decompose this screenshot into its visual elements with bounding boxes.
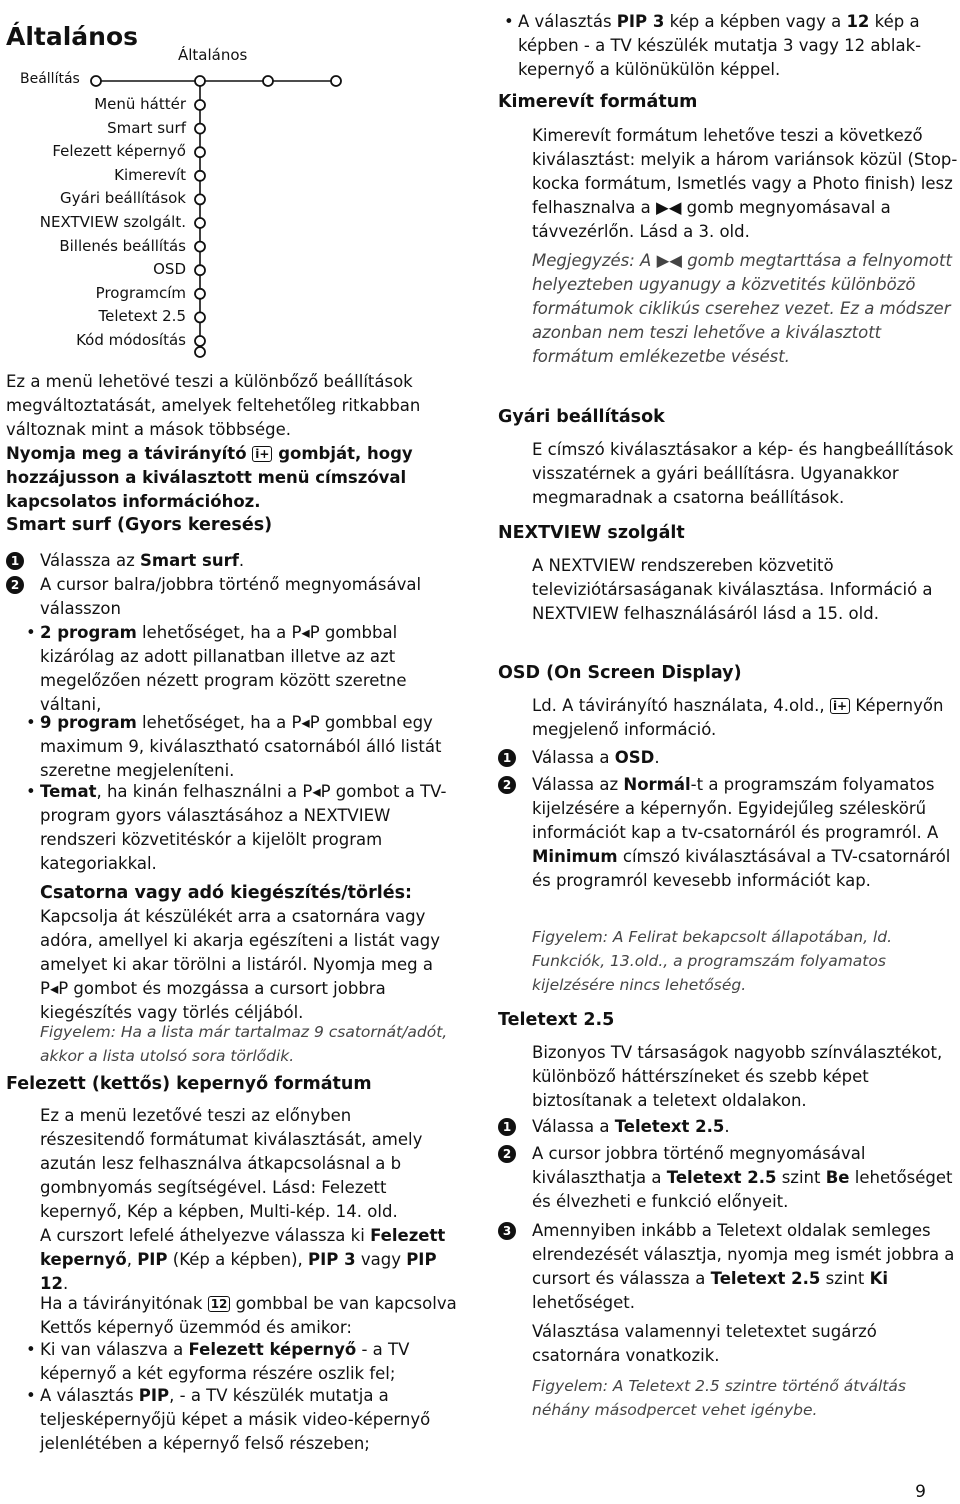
channel-heading: Csatorna vagy adó kiegészítés/törlés: <box>40 883 412 903</box>
info-icon: i+ <box>252 446 272 462</box>
menu-item: Kimerevít <box>114 165 186 184</box>
teletext-note: Figyelem: A Teletext 2.5 szintre történő átváltás néhány másodpercet vehet igénybe. <box>532 1377 906 1419</box>
menu-node-dot <box>195 147 205 157</box>
ss-step-1: 1 Válassza az Smart surf. <box>6 549 470 573</box>
menu-node-dot <box>195 194 205 204</box>
freeze-note: Megjegyzés: A ▶◀ gomb megtarttása a felnyomott helyezteben ugyanugy a közvetités különbözö formátumok ciklikús cserehez vezet. Ez a módszer azonban nem teszi lehetőve a kiválasztott formátum emlékezetbe vésést. <box>532 251 952 366</box>
smart-surf-heading: Smart surf (Gyors keresés) <box>6 515 273 535</box>
menu-node-dot <box>195 312 205 322</box>
teletext-step-1: 1 Válassa a Teletext 2.5. <box>498 1115 958 1139</box>
menu-node-dot <box>195 218 205 228</box>
page-number: 9 <box>915 1482 926 1502</box>
menu-node-dot <box>195 124 205 134</box>
intro-bold-a: Nyomja meg a távirányító <box>6 444 247 463</box>
osd-note: Figyelem: A Felirat bekapcsolt állapotában, ld. Funkciók, 13.old., a programszám folyamatos kijelzésére nincs lehetőség. <box>532 928 893 994</box>
teletext-step-2: 2 A cursor jobbra történő megnyomásával kiválaszthatja a Teletext 2.5 szint Be lehetőséget és élvezheti e funkció előnyeit. <box>498 1142 958 1214</box>
menu-item: Menü háttér <box>94 95 186 113</box>
menu-node-dot <box>195 100 205 110</box>
menu-top-label: Általános <box>178 46 248 64</box>
channel-text: Kapcsolja át készülékét arra a csatornára vagy adóra, amellyel ki akarja egészíteni a listát vagy amelyet ki akar törölni a listáról. Nyomja meg a P◂P gombot és mozgássa a cursort jobbra kiegészítés vagy törlés céljából. <box>40 907 440 1022</box>
teletext-step-3: 3 Amennyiben inkább a Teletext oldalak semleges elrendezését választja, nyomja meg ismét jobbra a cursort és válassza a Teletext 2.5 szint Ki lehetőséget. <box>498 1219 958 1315</box>
menu-item: OSD <box>153 260 186 279</box>
step-number-icon: 2 <box>498 776 516 794</box>
ss-bullet-3: • Temat, ha kinán felhasználni a P◂P gombot a TV-program gyors választásához a NEXTVIEW rendszeri közvetitéskór a kijelölt program kategoriakkal. <box>6 780 470 876</box>
ss-bullet-2: • 9 program lehetőséget, ha a P◂P gombbal egy maximum 9, kiválasztható csatornából álló listát szeretne megjeleníteni. <box>6 711 470 783</box>
step-number-icon: 3 <box>498 1222 516 1240</box>
menu-item: Teletext 2.5 <box>98 307 186 326</box>
teletext-p1: Bizonyos TV társaságok nagyobb színválasztékot, különböző háttérszíneket és szebb képet biztosítanak a teletext oldalakon. <box>532 1043 943 1110</box>
channel-note: Figyelem: Ha a lista már tartalmaz 9 csatornát/adót, akkor a lista utolsó sora törlődik. <box>40 1023 448 1065</box>
dual-screen-icon: 12 <box>208 1296 231 1312</box>
split-screen-p1: Ez a menü lezetővé teszi az előnyben részesitendő formátumat kiválasztását, amely azután lesz felhasználva átkapcsolásnal a b gombnyomás segítségével. Lásd: Felezett kepernyő, Kép a képben, Multi-kép. 14. old. <box>40 1106 423 1221</box>
teletext-p2: Választása valamennyi teletextet sugárzó csatornára vonatkozik. <box>532 1322 877 1365</box>
split-bullet-1: • Ki van válaszva a Felezett képernyő - a TV képernyő a két egyforma részére oszlik fel; <box>6 1338 470 1386</box>
intro-bold-b: gombját, hogy hozzájusson a kiválasztott menü címszóval kapcsolatos információhoz. <box>6 444 413 511</box>
menu-item: Smart surf <box>107 118 186 137</box>
osd-step-2: 2 Válassa az Normál-t a programszám folyamatos kijelzésére a képernyőn. Egyidejűleg széleskörű információt kap a tv-csatornáról és programról. A Minimum címszó kiválasztásával a TV-csatornáról és programról kevesebb információt kap. <box>498 773 958 893</box>
step-number-icon: 2 <box>6 576 24 594</box>
menu-root-label: Beállítás <box>20 71 80 87</box>
ss-step-2: 2 A cursor balra/jobbra történő megnyomásával válasszon <box>6 573 470 621</box>
page-title: Általános <box>6 22 139 51</box>
menu-node-dot <box>195 242 205 252</box>
freeze-text: Kimerevít formátum lehetőve teszi a következő kiválasztást: melyik a három variánsok közül (Stop-kocka formátum, Ismetlés vagy a Photo finish) lesz felhasznalva a ▶◀ gomb megnyomásaval a távvezérlőn. Lásd a 3. old. <box>532 126 958 241</box>
menu-node-dot <box>195 265 205 275</box>
nextview-text: A NEXTVIEW rendszereben közvetitö televiziótársaságanak kiválasztása. Információ a NEXTVIEW felhasználásáról lásd a 15. old. <box>532 556 933 623</box>
menu-node-dot <box>195 289 205 299</box>
split-bullet-2: • A választás PIP, - a TV készülék mutatja a teljesképernyőjü képet a másik video-képernyő jelenlétében a képernyő felső részeben; <box>6 1384 470 1456</box>
split-screen-p2: A curszort lefelé áthelyezve válassza ki Felezett kepernyő, PIP (Kép a képben), PIP 3 vagy PIP 12. <box>40 1226 446 1293</box>
menu-node-dot <box>195 171 205 181</box>
menu-item: Billenés beállítás <box>59 236 186 255</box>
split-screen-heading: Felezett (kettős) kepernyő formátum <box>6 1074 372 1094</box>
factory-text: E címszó kiválasztásakor a kép- és hangbeállítások visszatérnek a gyári beállításra. Ugyanakkor megmaradnak a csatorna beállítások. <box>532 440 954 507</box>
ss-bullet-1: • 2 program lehetőséget, ha a P◂P gombbal kizárólag az adott pillanatban illetve az azt megelőzően nézett program között szeretne váltani, <box>6 621 470 717</box>
osd-heading: OSD (On Screen Display) <box>498 663 742 683</box>
step-number-icon: 1 <box>6 552 24 570</box>
osd-p1: Ld. A távirányító használata, 4.old., i+ Képernyőn megjelenő információ. <box>532 696 944 739</box>
step-number-icon: 1 <box>498 1118 516 1136</box>
menu-item: Felezett képernyő <box>52 142 186 161</box>
menu-item: Gyári beállítások <box>60 189 186 208</box>
factory-heading: Gyári beállítások <box>498 407 665 427</box>
menu-node-dot <box>195 347 205 357</box>
intro-bold <box>6 442 466 514</box>
nextview-heading: NEXTVIEW szolgált <box>498 523 685 543</box>
step-number-icon: 1 <box>498 749 516 767</box>
teletext-heading: Teletext 2.5 <box>498 1010 615 1030</box>
menu-node-dot <box>195 336 205 346</box>
pip-bullet: • A választás PIP 3 kép a képben vagy a 12 kép a képben - a TV készülék mutatja 3 vagy 12 ablak-kepernyő a különükülön képpel. <box>484 10 958 82</box>
freeze-heading: Kimerevít formátum <box>498 92 698 112</box>
intro-text: Ez a menü lehetövé teszi a különbőző beállítások megváltoztatását, amelyek feltehetőleg ritkabban változnak mint a mások többsége. <box>6 372 421 439</box>
info-icon: i+ <box>830 698 850 714</box>
osd-step-1: 1 Válassa a OSD. <box>498 746 958 770</box>
menu-item: Kód módosítás <box>76 331 186 349</box>
menu-item: NEXTVIEW szolgált. <box>39 213 186 231</box>
menu-diagram <box>0 0 480 370</box>
menu-item: Programcím <box>95 283 186 302</box>
split-screen-p3: Ha a távirányitónak 12 gombbal be van kapcsolva Kettős képernyő üzemmód és amikor: <box>40 1294 457 1337</box>
step-number-icon: 2 <box>498 1145 516 1163</box>
